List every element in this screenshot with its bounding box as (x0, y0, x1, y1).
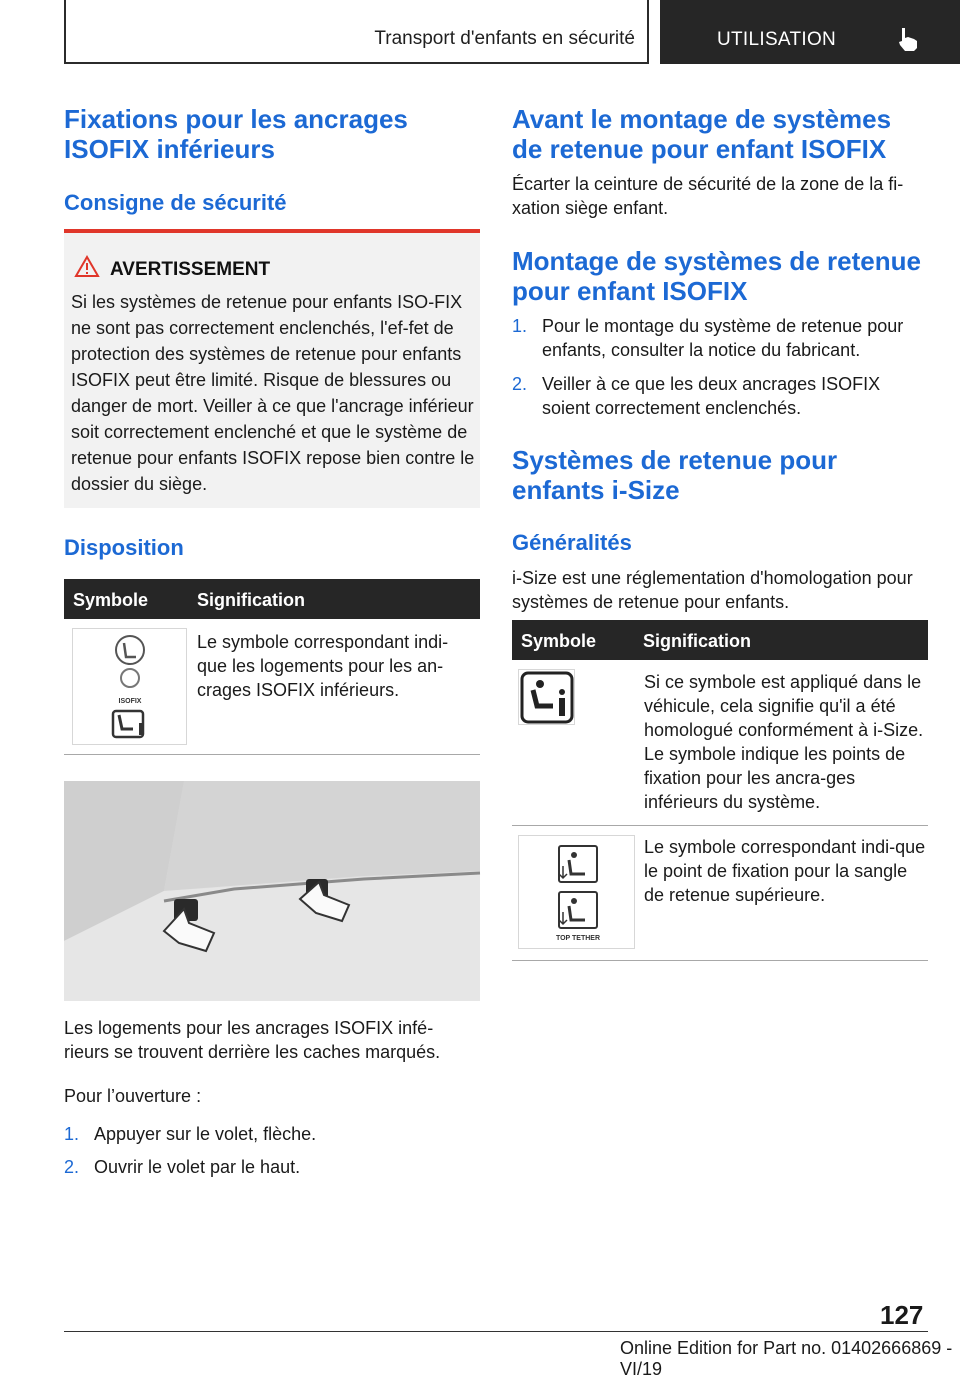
isize-seat-icon (519, 670, 576, 726)
mounting-steps (512, 314, 928, 420)
footer-divider (64, 1331, 928, 1332)
list-item: 1. Appuyer sur le volet, flèche. (64, 1124, 317, 1144)
column-header-meaning: Signification (197, 590, 305, 610)
list-item: 1. Pour le montage du système de retenue pour enfants, consulter la notice du fabricant. (512, 316, 904, 360)
table-divider (64, 754, 480, 755)
general-text: i-Size est une réglementation d'homologation pour systèmes de retenue pour enfants. (512, 568, 913, 612)
warning-triangle-icon (75, 255, 99, 277)
table-row-meaning: Le symbole correspondant indi-que les logements pour les an-crages ISOFIX inférieurs. (197, 632, 449, 700)
heading-isize: Systèmes de retenue pour enfants i-Size (512, 445, 838, 505)
list-item: 2. Ouvrir le volet par le haut. (64, 1157, 301, 1177)
pointing-hand-icon (896, 26, 920, 52)
list-item: 2. Veiller à ce que les deux ancrages ISOFIX soient correctement enclenchés. (512, 374, 881, 418)
chapter-tab[interactable] (660, 0, 960, 64)
isofix-symbol-image (72, 628, 187, 745)
heading-mounting: Montage de systèmes de retenue pour enfant ISOFIX (512, 246, 921, 306)
table-header (64, 579, 480, 619)
page-number: 127 (880, 1300, 924, 1330)
heading-safety-notice: Consigne de sécurité (64, 190, 287, 215)
isofix-label: ISOFIX (118, 698, 142, 705)
top-tether-icon (519, 836, 636, 950)
header-section-box (64, 0, 649, 64)
warning-text: Si les systèmes de retenue pour enfants ISO-FIX ne sont pas correctement enclenchés, l'ef-fet de protection des systèmes de retenue pour enfants ISOFIX peut être limité. Risque de blessures ou danger de mort. Veiller à ce que l'ancrage inférieur soit correctement enclenché et que le système de retenue pour enfants ISOFIX repose bien contre le dossier du siège. (71, 292, 475, 494)
warning-title: AVERTISSEMENT (110, 259, 271, 280)
isofix-seat-icon (73, 629, 188, 746)
before-mounting-text: Écarter la ceinture de sécurité de la zone de la fi-xation siège enfant. (512, 174, 904, 218)
top-tether-row-meaning: Le symbole correspondant indi-que le point de fixation pour la sangle de retenue supérieure. (644, 837, 926, 905)
photo-caption: Les logements pour les ancrages ISOFIX infé-rieurs se trouvent derrière les caches marqués. (64, 1018, 441, 1062)
column-header-meaning: Signification (643, 631, 751, 651)
edition-info: Online Edition for Part no. 01402666869 - VI/19 (620, 1338, 953, 1379)
opening-intro: Pour l’ouverture : (64, 1086, 202, 1106)
heading-isofix-fixations: Fixations pour les ancrages ISOFIX inférieurs (64, 104, 408, 164)
heading-before-mounting: Avant le montage de systèmes de retenue pour enfant ISOFIX (512, 104, 892, 164)
column-header-symbol: Symbole (521, 631, 597, 651)
heading-general: Généralités (512, 530, 632, 555)
section-title: Transport d'enfants en sécurité (374, 28, 635, 49)
top-tether-label: TOP TETHER (555, 935, 601, 942)
top-tether-symbol-image (518, 835, 635, 949)
warning-box (64, 229, 480, 508)
column-header-symbol: Symbole (73, 590, 149, 610)
isize-table-header (512, 620, 928, 660)
opening-steps (64, 1122, 480, 1179)
table-divider (512, 825, 928, 826)
table-divider (512, 960, 928, 961)
heading-disposition: Disposition (64, 535, 184, 560)
isize-row-meaning: Si ce symbole est appliqué dans le véhicule, cela signifie qu'il a été homologué conformément à i-Size. Le symbole indique les points de fixation pour les ancra-ges inférieurs du système. (644, 672, 924, 812)
chapter-label: UTILISATION (717, 29, 837, 50)
isize-symbol-image (518, 669, 575, 725)
rear-seat-photo (64, 781, 480, 1001)
